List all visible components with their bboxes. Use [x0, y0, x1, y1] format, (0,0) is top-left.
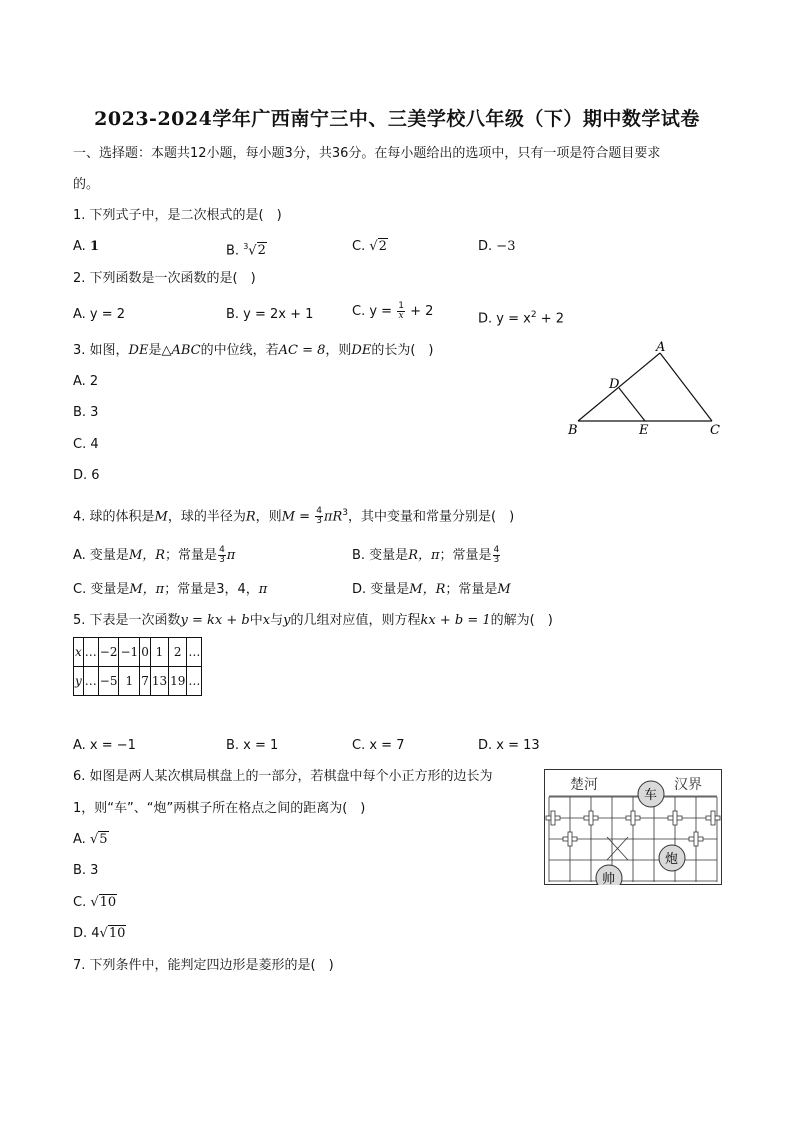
vertex-c-label: C	[710, 423, 720, 438]
position-marker	[689, 832, 703, 846]
han-border-text: 汉界	[674, 777, 702, 793]
fraction: $\frac{1}{x}$	[398, 301, 404, 321]
q1-stem: 1. 下列式子中，是二次根式的是( )	[73, 208, 282, 223]
table-cell: …	[83, 638, 98, 667]
section-instruction-line2: 的。	[73, 177, 100, 192]
point-d-label: D	[609, 377, 620, 392]
table-cell: 2	[169, 638, 187, 667]
q3-stem: 3. 如图，DE是△ABC的中位线，若AC = 8，则DE的长为( )	[73, 343, 434, 358]
q4-option-b: B. 变量是R，π；常量是 $\frac{4}{3}$	[352, 545, 500, 565]
vertex-b-label: B	[568, 423, 578, 438]
value-table	[73, 637, 202, 696]
q6-option-a: A. √5	[73, 832, 108, 847]
table-cell: …	[187, 638, 202, 667]
q2-stem: 2. 下列函数是一次函数的是( )	[73, 271, 256, 286]
page-title: 2023-2024学年广西南宁三中、三美学校八年级（下）期中数学试卷	[94, 108, 700, 130]
q1-option-a: A. 1	[73, 239, 99, 254]
q4-option-c: C. 变量是M，π；常量是3，4，π	[73, 582, 268, 597]
che-piece-label: 车	[644, 788, 658, 803]
table-cell: …	[83, 667, 98, 696]
position-marker	[563, 832, 577, 846]
table-cell: 7	[140, 667, 151, 696]
segment-ac	[660, 353, 712, 421]
q5-option-c: C. x = 7	[352, 738, 405, 753]
q3-option-d: D. 6	[73, 468, 100, 483]
table-row	[74, 667, 202, 696]
table-cell: 0	[140, 638, 151, 667]
position-marker	[584, 811, 598, 825]
q6-option-c: C. √10	[73, 895, 117, 910]
q6-option-d: D. 4√10	[73, 926, 126, 941]
q4-option-d: D. 变量是M，R；常量是M	[352, 582, 511, 597]
q2-option-c: C. y = $\frac{1}{x}$ + 2	[352, 301, 434, 321]
position-marker	[626, 811, 640, 825]
table-cell: 1	[150, 638, 168, 667]
q1-option-c: C. √2	[352, 239, 387, 254]
q3-option-a: A. 2	[73, 374, 99, 389]
q4-option-a: A. 变量是M，R；常量是 $\frac{4}{3}$ π	[73, 545, 236, 565]
position-marker	[546, 811, 560, 825]
table-cell: 1	[119, 667, 140, 696]
q3-option-c: C. 4	[73, 437, 99, 452]
q2-option-b: B. y = 2x + 1	[226, 307, 314, 322]
table-cell: 19	[169, 667, 187, 696]
q1-option-b: B. $^3$√2	[226, 238, 267, 260]
q2-option-d: D. $y = x^2 + 2$	[478, 310, 564, 327]
q2-option-a: A. y = 2	[73, 307, 126, 322]
q5-stem: 5. 下表是一次函数y = kx + b中x与y的几组对应值，则方程kx + b = 1的解为( )	[73, 613, 553, 628]
q7-stem: 7. 下列条件中，能判定四边形是菱形的是( )	[73, 958, 334, 973]
table-cell: −5	[98, 667, 119, 696]
q1-option-d: D. −3	[478, 239, 516, 254]
table-row	[74, 638, 202, 667]
position-marker	[706, 811, 720, 825]
point-e-label: E	[639, 423, 649, 438]
q5-option-d: D. x = 13	[478, 738, 540, 753]
square-root: √2	[369, 239, 387, 254]
vertex-a-label: A	[656, 340, 666, 355]
table-cell: …	[187, 667, 202, 696]
table-cell: x	[74, 638, 84, 667]
table-cell: 13	[150, 667, 168, 696]
q3-option-b: B. 3	[73, 405, 99, 420]
q5-option-a: A. x = −1	[73, 738, 136, 753]
segment-de	[619, 388, 645, 421]
table-cell: y	[74, 667, 84, 696]
triangle-figure	[560, 338, 730, 443]
chess-board-figure	[544, 769, 722, 885]
pao-piece-label: 炮	[665, 852, 679, 867]
section-instruction-line1: 一、选择题：本题共12小题，每小题3分，共36分。在每小题给出的选项中，只有一项是符合题目要求	[73, 146, 661, 161]
q6-option-b: B. 3	[73, 863, 99, 878]
q6-stem-line1: 6. 如图是两人某次棋局棋盘上的一部分，若棋盘中每个小正方形的边长为	[73, 769, 493, 784]
q5-option-b: B. x = 1	[226, 738, 279, 753]
cube-root: $^3$√2	[243, 242, 266, 259]
position-marker	[668, 811, 682, 825]
q4-stem: 4. 球的体积是M，球的半径为R，则M = $\frac{4}{3}$ $\pi R^3$，其中变量和常量分别是( )	[73, 506, 515, 527]
table-cell: −2	[98, 638, 119, 667]
shuai-piece-label: 帅	[602, 872, 616, 885]
q6-stem-line2: 1，则“车”、“炮”两棋子所在格点之间的距离为( )	[73, 801, 366, 816]
table-cell: −1	[119, 638, 140, 667]
chu-river-text: 楚河	[570, 777, 598, 793]
